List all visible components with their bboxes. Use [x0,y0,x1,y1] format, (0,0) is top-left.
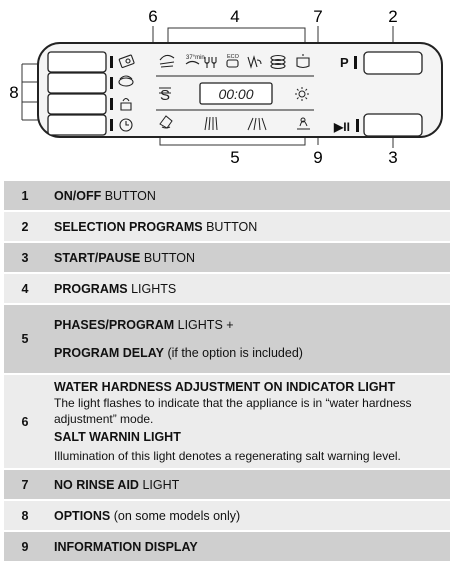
start-pause-key-label: ▶II [334,120,350,134]
legend-heading-1: WATER HARDNESS ADJUSTMENT ON INDICATOR LIGHT [54,380,396,394]
legend-suffix: LIGHT [138,477,180,492]
callout-9: 9 [313,148,323,167]
svg-text:ECO: ECO [227,54,239,60]
option-button-3[interactable] [48,94,106,114]
selection-programs-button[interactable] [364,52,422,74]
callout-2: 2 [388,7,398,26]
legend-row-5 [4,305,450,373]
legend-row-8 [4,501,450,530]
legend-row-6 [4,375,450,468]
start-pause-button[interactable] [364,114,422,136]
legend-row-1 [4,181,450,210]
legend-label: ON/OFF [54,188,102,203]
legend-num: 6 [4,375,46,468]
legend-suffix: (on some models only) [110,508,241,523]
legend-suffix: LIGHTS + [174,318,234,332]
display-time: 00:00 [218,86,254,102]
option-button-2[interactable] [48,73,106,93]
legend-label: INFORMATION DISPLAY [54,539,198,554]
legend-suffix: BUTTON [202,219,258,234]
legend-label: PHASES/PROGRAM [54,318,175,332]
legend-row-4 [4,274,450,303]
water-hardness-indicator: S [159,87,171,104]
legend-label: OPTIONS [54,508,111,523]
legend-row-7 [4,470,450,499]
legend-num: 3 [4,243,46,272]
legend-row-9 [4,532,450,561]
svg-text:37°min: 37°min [186,55,205,61]
legend-body-1: The light flashes to indicate that the appliance is in “water hardness adjustment” mode. [54,396,412,426]
callout-8: 8 [9,83,19,102]
legend-row-2 [4,212,450,241]
legend-suffix: LIGHTS [127,281,177,296]
legend-label: SELECTION PROGRAMS [54,219,203,234]
legend-num: 5 [4,305,46,373]
legend-body-2: Illumination of this light denotes a regenerating salt warning level. [54,449,401,463]
legend-table [4,181,450,561]
callout-4: 4 [230,7,240,26]
callout-3: 3 [388,148,398,167]
legend-num: 9 [4,532,46,561]
legend-label-2: PROGRAM DELAY [54,346,164,360]
legend-num: 2 [4,212,46,241]
callout-5: 5 [230,148,240,167]
legend-suffix: BUTTON [101,188,156,203]
option-button-4[interactable] [48,115,106,135]
legend-suffix-2: (if the option is included) [163,346,303,360]
option-buttons [48,52,106,135]
legend-row-3 [4,243,450,272]
legend-num: 7 [4,470,46,499]
legend-label: PROGRAMS [54,281,128,296]
legend-label: NO RINSE AID [54,477,139,492]
callout-6: 6 [148,7,158,26]
legend-label: START/PAUSE [54,250,141,265]
control-panel-diagram [0,0,454,175]
callout-7: 7 [313,7,323,26]
legend-suffix: BUTTON [140,250,195,265]
legend-num: 4 [4,274,46,303]
program-key-label: P [340,55,349,70]
legend-num: 1 [4,181,46,210]
option-button-1[interactable] [48,52,106,72]
legend-heading-2: SALT WARNIN LIGHT [54,430,181,444]
legend-num: 8 [4,501,46,530]
